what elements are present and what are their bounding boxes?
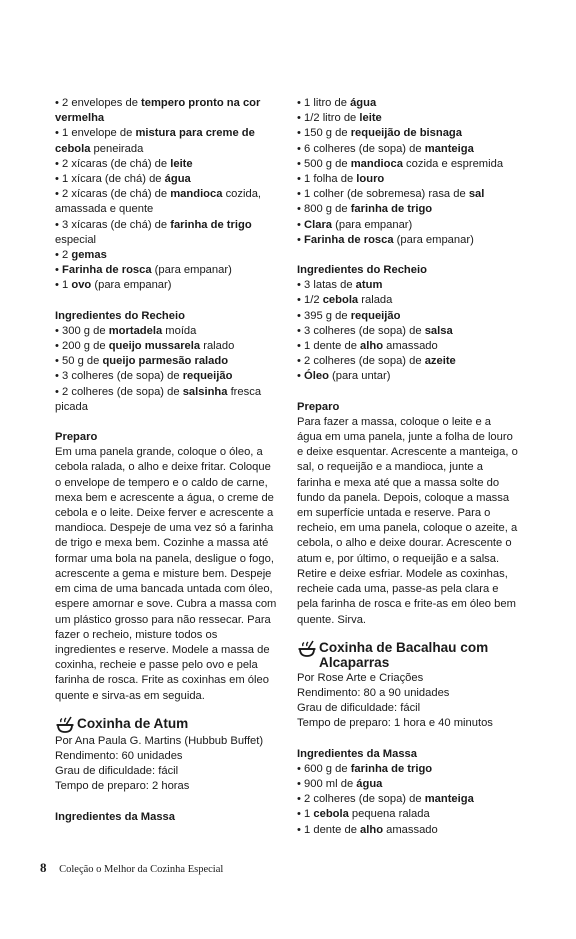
recipe-prep-time: Tempo de preparo: 2 horas bbox=[55, 780, 190, 793]
ingredient-name: azeite bbox=[424, 355, 456, 368]
ingredient-text: 900 ml de bbox=[304, 777, 357, 790]
ingredient-text: 50 g de bbox=[62, 355, 103, 368]
ingredient-item bbox=[297, 762, 519, 777]
ingredient-text: 1 folha de bbox=[304, 173, 357, 186]
ingredient-item bbox=[55, 339, 277, 354]
ingredient-text: cozida e espremida bbox=[402, 157, 504, 170]
ingredient-name: mandioca bbox=[350, 157, 403, 170]
ingredient-item bbox=[297, 96, 519, 111]
ingredient-item bbox=[297, 278, 519, 293]
ingredient-text: 3 colheres (de sopa) de bbox=[62, 370, 183, 383]
ingredient-text: 3 latas de bbox=[304, 279, 356, 292]
ingredient-list bbox=[297, 96, 519, 248]
section-heading: Ingredientes da Massa bbox=[297, 747, 417, 760]
ingredient-name: farinha de trigo bbox=[350, 203, 433, 216]
section-heading: Preparo bbox=[55, 431, 98, 444]
ingredient-item bbox=[297, 218, 519, 233]
ingredient-name: requeijão bbox=[182, 370, 233, 383]
ingredient-text: 2 colheres (de sopa) de bbox=[62, 385, 183, 398]
ingredient-name: requeijão de bisnaga bbox=[350, 127, 462, 140]
ingredient-name: Farinha de rosca bbox=[62, 264, 152, 277]
ingredient-text: 1/2 bbox=[304, 294, 323, 307]
ingredient-item bbox=[297, 142, 519, 157]
ingredient-name: Óleo bbox=[304, 370, 329, 383]
ingredient-name: sal bbox=[468, 188, 485, 201]
ingredient-text: (para untar) bbox=[328, 370, 391, 383]
ingredient-list bbox=[55, 324, 277, 415]
ingredient-text: fresca picada bbox=[55, 385, 262, 413]
ingredient-name: requeijão bbox=[350, 309, 401, 322]
ingredient-text: 3 colheres (de sopa) de bbox=[304, 324, 425, 337]
ingredient-name: alho bbox=[360, 340, 384, 353]
ingredient-text: 1 bbox=[304, 808, 314, 821]
ingredient-name: leite bbox=[359, 112, 382, 125]
ingredient-item bbox=[55, 324, 277, 339]
ingredient-name: salsinha bbox=[182, 385, 228, 398]
ingredient-text: ralado bbox=[200, 340, 235, 353]
ingredient-item bbox=[297, 324, 519, 339]
ingredient-text: 300 g de bbox=[62, 324, 109, 337]
ingredient-list bbox=[55, 96, 277, 294]
ingredient-item bbox=[55, 278, 277, 293]
right-column bbox=[297, 96, 519, 838]
ingredient-text: (para empanar) bbox=[151, 264, 232, 277]
ingredient-name: salsa bbox=[424, 324, 453, 337]
ingredient-item bbox=[297, 126, 519, 141]
ingredient-name: farinha de trigo bbox=[350, 762, 433, 775]
ingredient-text: 2 envelopes de bbox=[62, 97, 142, 109]
recipe-title-text: Coxinha de Bacalhau com Alcaparras bbox=[319, 639, 489, 671]
ingredient-text: amassado bbox=[383, 340, 438, 353]
ingredient-text: 2 colheres (de sopa) de bbox=[304, 355, 425, 368]
ingredient-item bbox=[297, 339, 519, 354]
ingredient-name: manteiga bbox=[424, 142, 474, 155]
cooking-pot-icon bbox=[55, 716, 75, 734]
ingredient-item bbox=[297, 792, 519, 807]
ingredient-text: 1 xícara (de chá) de bbox=[62, 173, 165, 186]
ingredient-item bbox=[297, 777, 519, 792]
ingredient-text: pequena ralada bbox=[348, 808, 430, 821]
ingredient-text: (para empanar) bbox=[393, 233, 474, 246]
ingredient-text: 2 xícaras (de chá) de bbox=[62, 157, 171, 170]
section-heading: Ingredientes do Recheio bbox=[55, 309, 185, 322]
ingredient-text: 1 litro de bbox=[304, 97, 351, 109]
ingredient-text: 2 bbox=[62, 249, 72, 262]
ingredient-item bbox=[297, 807, 519, 822]
ingredient-text: 1 colher (de sobremesa) rasa de bbox=[304, 188, 469, 201]
ingredient-item bbox=[55, 369, 277, 384]
ingredient-text: moída bbox=[162, 324, 197, 337]
ingredient-name: atum bbox=[355, 279, 383, 292]
ingredient-name: leite bbox=[170, 157, 193, 170]
ingredient-name: cebola bbox=[322, 294, 359, 307]
page-footer bbox=[40, 860, 223, 877]
ingredient-text: 1 envelope de bbox=[62, 127, 136, 140]
recipe-prep-time: Tempo de preparo: 1 hora e 40 minutos bbox=[297, 717, 493, 730]
recipe-difficulty: Grau de dificuldade: fácil bbox=[55, 765, 179, 778]
ingredient-name: manteiga bbox=[424, 793, 474, 806]
ingredient-text: peneirada bbox=[90, 142, 144, 155]
ingredient-name: água bbox=[356, 777, 383, 790]
preparo-text: Em uma panela grande, coloque o óleo, a cebola ralada, o alho e deixe fritar. Coloque o envelope de tempero e o caldo de carne, mexa bem e acrescente a água, o creme de cebola e o leite. Deixe ferver e acrescente a mandioca. Despeje de uma vez só a farinha de trigo e mexa bem. Cozinhe a massa até formar uma bola na panela, desligue o fogo, acrescente a gema e misture bem. Despeje em cima de uma bancada untada com óleo, espere amornar e sove. Cubra a massa com um plástico grosso para não ressecar. Para fazer o recheio, misture todos os ingredientes e reserve. Modele a massa de coxinha, recheie e passe pelo ovo e pela farinha de rosca. Frite as coxinhas em óleo quente e sirva-as em seguida. bbox=[55, 446, 277, 702]
ingredient-name: Clara bbox=[304, 218, 333, 231]
ingredient-text: (para empanar) bbox=[91, 279, 172, 292]
ingredient-text: 1/2 litro de bbox=[304, 112, 360, 125]
cooking-pot-icon bbox=[297, 640, 317, 658]
ingredient-text: 200 g de bbox=[62, 340, 109, 353]
ingredient-item bbox=[55, 218, 277, 248]
ingredient-text: 6 colheres (de sopa) de bbox=[304, 142, 425, 155]
ingredient-text: 3 xícaras (de chá) de bbox=[62, 218, 171, 231]
ingredient-name: água bbox=[164, 173, 191, 186]
ingredient-text: 2 xícaras (de chá) de bbox=[62, 188, 171, 201]
ingredient-item bbox=[297, 293, 519, 308]
ingredient-text: 395 g de bbox=[304, 309, 351, 322]
ingredient-item bbox=[297, 309, 519, 324]
ingredient-text: 1 bbox=[62, 279, 72, 292]
ingredient-item bbox=[55, 172, 277, 187]
recipe-author: Por Ana Paula G. Martins (Hubbub Buffet) bbox=[55, 734, 264, 747]
section-heading: Ingredientes do Recheio bbox=[297, 264, 427, 277]
recipe-yield: Rendimento: 60 unidades bbox=[55, 749, 183, 762]
ingredient-item bbox=[55, 157, 277, 172]
ingredient-text: 1 dente de bbox=[304, 823, 361, 836]
page-number: 8 bbox=[40, 860, 47, 875]
ingredient-name: gemas bbox=[71, 249, 107, 262]
ingredient-name: mistura para creme de cebola bbox=[55, 127, 255, 155]
ingredient-name: mandioca bbox=[170, 188, 223, 201]
ingredient-name: queijo mussarela bbox=[108, 340, 201, 353]
ingredient-name: farinha de trigo bbox=[170, 218, 252, 231]
ingredient-name: louro bbox=[356, 173, 385, 186]
ingredient-item bbox=[55, 96, 277, 126]
ingredient-item bbox=[55, 354, 277, 369]
ingredient-item bbox=[55, 263, 277, 278]
ingredient-name: Farinha de rosca bbox=[304, 233, 394, 246]
ingredient-item bbox=[297, 823, 519, 838]
recipe-title bbox=[55, 716, 277, 734]
ingredient-item bbox=[297, 111, 519, 126]
ingredient-text: ralada bbox=[358, 294, 393, 307]
section-heading: Ingredientes da Massa bbox=[55, 810, 175, 823]
recipe-title bbox=[297, 640, 519, 671]
ingredient-text: especial bbox=[55, 233, 97, 246]
collection-title: Coleção o Melhor da Cozinha Especial bbox=[59, 864, 224, 875]
ingredient-item bbox=[55, 248, 277, 263]
recipe-difficulty: Grau de dificuldade: fácil bbox=[297, 702, 421, 715]
left-column bbox=[55, 96, 277, 825]
ingredient-name: tempero pronto na cor vermelha bbox=[55, 97, 261, 125]
ingredient-item bbox=[55, 126, 277, 156]
ingredient-name: água bbox=[350, 97, 377, 109]
recipe-author: Por Rose Arte e Criações bbox=[297, 671, 424, 684]
ingredient-item bbox=[297, 202, 519, 217]
ingredient-name: ovo bbox=[71, 279, 92, 292]
ingredient-text: 150 g de bbox=[304, 127, 351, 140]
ingredient-list bbox=[297, 762, 519, 838]
ingredient-name: alho bbox=[360, 823, 384, 836]
ingredient-item bbox=[297, 157, 519, 172]
ingredient-text: 500 g de bbox=[304, 157, 351, 170]
ingredient-text: 1 dente de bbox=[304, 340, 361, 353]
ingredient-text: 600 g de bbox=[304, 762, 351, 775]
ingredient-item bbox=[55, 385, 277, 415]
ingredient-text: amassado bbox=[383, 823, 438, 836]
ingredient-item bbox=[297, 172, 519, 187]
ingredient-name: cebola bbox=[313, 808, 349, 821]
ingredient-name: mortadela bbox=[108, 324, 163, 337]
ingredient-text: (para empanar) bbox=[332, 218, 413, 231]
ingredient-item bbox=[297, 233, 519, 248]
preparo-text: Para fazer a massa, coloque o leite e a água em uma panela, junte a folha de louro e deixe esquentar. Acrescente a manteiga, o sal, o requeijão e a mandioca, junte a farinha e mexa até que a massa solte do fundo da panela. Depois, coloque a massa em superfície untada e reserve. Para o recheio, em uma panela, coloque o azeite, a cebola, o alho e deixe dourar. Acrescente o atum e, por último, o requeijão e a salsa. Retire e deixe esfriar. Modele as coxinhas, recheie cada uma, passe-as pela clara e pela farinha de rosca e frite-as em óleo bem quente. Sirva. bbox=[297, 415, 518, 626]
recipe-title-text: Coxinha de Atum bbox=[77, 715, 189, 731]
ingredient-text: 2 colheres (de sopa) de bbox=[304, 793, 425, 806]
ingredient-list bbox=[297, 278, 519, 384]
ingredient-item bbox=[297, 354, 519, 369]
ingredient-text: cozida, amassada e quente bbox=[55, 188, 262, 216]
ingredient-name: queijo parmesão ralado bbox=[102, 355, 229, 368]
recipe-yield: Rendimento: 80 a 90 unidades bbox=[297, 686, 450, 699]
section-heading: Preparo bbox=[297, 400, 340, 413]
ingredient-item bbox=[297, 187, 519, 202]
ingredient-item bbox=[55, 187, 277, 217]
ingredient-item bbox=[297, 369, 519, 384]
ingredient-text: 800 g de bbox=[304, 203, 351, 216]
